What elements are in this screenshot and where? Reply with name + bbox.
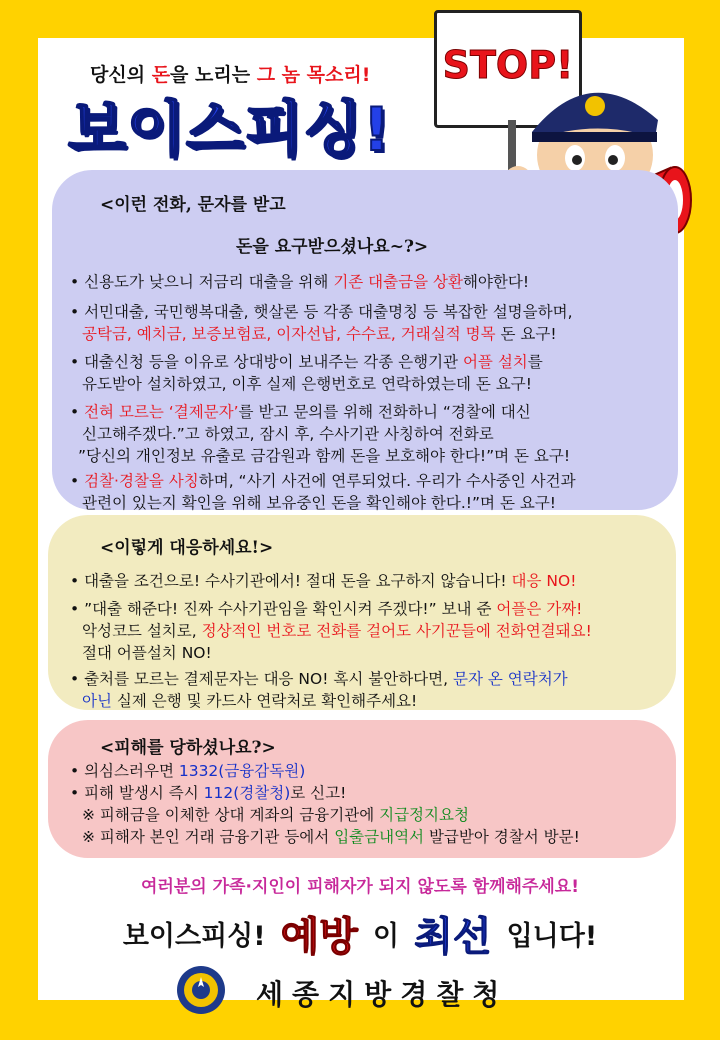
warning-item-cont: ”당신의 개인정보 유출로 금감원과 함께 돈을 보호해야 한다!”며 돈 요구! [78,447,571,465]
stop-sign-text: STOP! [442,43,574,87]
damage-heading: <피해를 당하셨나요?> [100,738,276,758]
warning-item-cont: 공탁금, 예치금, 보증보험료, 이자선납, 수수료, 거래실적 명목 돈 요구! [82,325,557,343]
slogan-highlight-best: 최선 [414,914,492,960]
response-item: • ”대출 해준다! 진짜 수사기관임을 확인시켜 주겠다!” 보내 준 어플은 가짜! [70,598,582,620]
warning-item: • 전혀 모르는 ‘결제문자’를 받고 문의를 위해 전화하니 “경찰에 대신 [70,401,531,423]
warning-item: • 신용도가 낮으니 저금리 대출을 위해 기존 대출금을 상환해야한다! [70,271,529,293]
tagline: 당신의 돈을 노리는 그 놈 목소리! [90,64,371,86]
damage-item-note: ※ 피해자 본인 거래 금융기관 등에서 입출금내역서 발급받아 경찰서 방문! [82,828,580,846]
damage-item-note: ※ 피해금을 이체한 상대 계좌의 금융기관에 지급정지요청 [82,806,469,824]
warning-item-cont: 유도받아 설치하였고, 이후 실제 은행번호로 연락하였는데 돈 요구! [82,375,532,393]
warning-heading-line2: 돈을 요구받으셨나요~?> [236,237,429,257]
warning-heading: <이런 전화, 문자를 받고 [100,195,286,215]
response-heading: <이렇게 대응하세요!> [100,538,274,558]
police-emblem-icon [176,965,226,1015]
warning-item-cont: 신고해주겠다.”고 하였고, 잠시 후, 수사기관 사칭하여 전화로 [82,425,494,443]
slogan-part: 보이스피싱! [122,921,266,952]
agency-name: 세종지방경찰청 [256,978,509,1011]
warning-item: • 서민대출, 국민행복대출, 햇살론 등 각종 대출명칭 등 복잡한 설명을하며, [70,301,573,323]
agency-footer [176,965,576,1015]
warning-item: • 검찰·경찰을 사칭하며, “사기 사건에 연루되었다. 우리가 수사중인 사건과 [70,470,576,492]
slogan-part: 입니다! [506,921,598,952]
damage-item: • 피해 발생시 즉시 112(경찰청)로 신고! [70,782,346,804]
response-item: • 대출을 조건으로! 수사기관에서! 절대 돈을 요구하지 않습니다! 대응 NO! [70,570,576,592]
response-item-cont: 아닌 실제 은행 및 카드사 연락처로 확인해주세요! [82,692,418,710]
warning-item: • 대출신청 등을 이유로 상대방이 보내주는 각종 은행기관 어플 설치를 [70,351,543,373]
slogan-part: 이 [373,921,400,952]
response-item-cont: 절대 어플설치 NO! [82,644,212,662]
page-title: 보이스피싱! [68,95,392,165]
damage-item: • 의심스러우면 1332(금융감독원) [70,760,305,782]
response-item-cont: 악성코드 설치로, 정상적인 번호로 전화를 걸어도 사기꾼들에 전화연결돼요! [82,622,592,640]
slogan-highlight-prevention: 예방 [280,914,358,960]
call-to-action: 여러분의 가족·지인이 피해자가 되지 않도록 함께해주세요! [141,877,579,897]
warning-item-cont: 관련이 있는지 확인을 위해 보유중인 돈을 확인해야 한다.!”며 돈 요구! [82,494,557,512]
response-item: • 출처를 모르는 결제문자는 대응 NO! 혹시 불안하다면, 문자 온 연락처가 [70,668,568,690]
